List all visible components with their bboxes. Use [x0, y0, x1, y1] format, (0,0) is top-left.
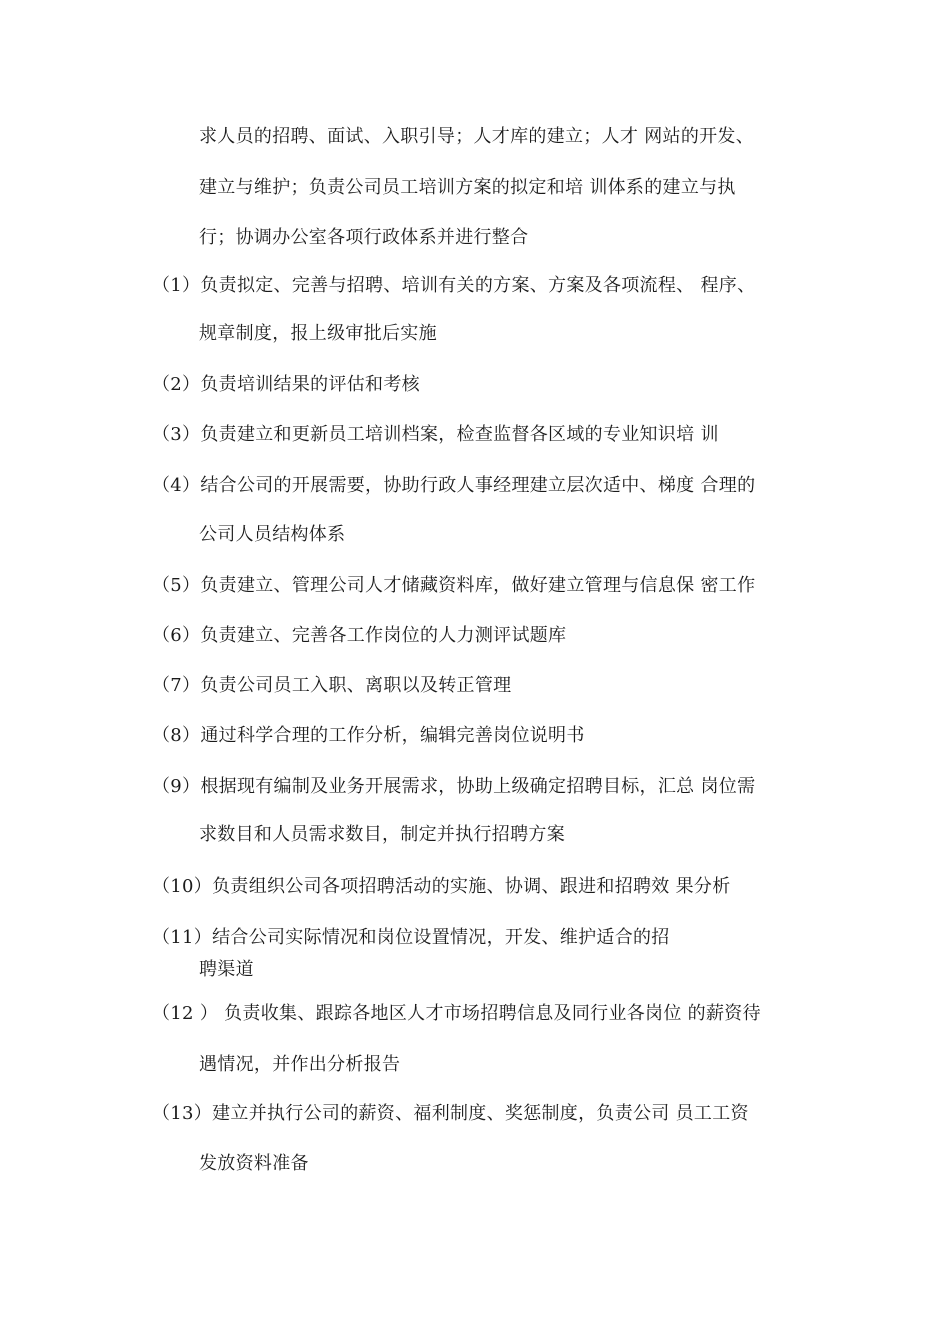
- list-item-7: （7）负责公司员工入职、离职以及转正管理: [152, 675, 512, 696]
- intro-line-1: 求人员的招聘、面试、入职引导；人才库的建立；人才 网站的开发、: [199, 126, 755, 147]
- list-item-3: （3）负责建立和更新员工培训档案，检查监督各区域的专业知识培 训: [152, 424, 719, 445]
- list-item-9-line-1: （9）根据现有编制及业务开展需求，协助上级确定招聘目标，汇总 岗位需: [152, 776, 756, 797]
- list-item-6: （6）负责建立、完善各工作岗位的人力测评试题库: [152, 625, 567, 646]
- list-item-11-line-1: （11）结合公司实际情况和岗位设置情况，开发、维护适合的招: [152, 927, 670, 948]
- list-item-10: （10）负责组织公司各项招聘活动的实施、协调、跟进和招聘效 果分析: [152, 876, 731, 897]
- list-item-12-line-1: （12 ） 负责收集、跟踪各地区人才市场招聘信息及同行业各岗位 的薪资待: [152, 1003, 761, 1024]
- list-item-9-line-2: 求数目和人员需求数目，制定并执行招聘方案: [199, 824, 565, 845]
- intro-line-2: 建立与维护；负责公司员工培训方案的拟定和培 训体系的建立与执: [199, 177, 736, 198]
- list-item-13-line-2: 发放资料准备: [199, 1153, 309, 1174]
- list-item-4-line-1: （4）结合公司的开展需要，协助行政人事经理建立层次适中、梯度 合理的: [152, 475, 756, 496]
- list-item-1-line-2: 规章制度，报上级审批后实施: [199, 323, 437, 344]
- list-item-8: （8）通过科学合理的工作分析，编辑完善岗位说明书: [152, 725, 585, 746]
- list-item-1-line-1: （1）负责拟定、完善与招聘、培训有关的方案、方案及各项流程、 程序、: [152, 275, 756, 296]
- list-item-4-line-2: 公司人员结构体系: [199, 524, 346, 545]
- list-item-5: （5）负责建立、管理公司人才储藏资料库，做好建立管理与信息保 密工作: [152, 575, 756, 596]
- list-item-11-line-2: 聘渠道: [199, 959, 254, 980]
- list-item-2: （2）负责培训结果的评估和考核: [152, 374, 420, 395]
- intro-line-3: 行；协调办公室各项行政体系并进行整合: [199, 227, 529, 248]
- list-item-12-line-2: 遇情况，并作出分析报告: [199, 1054, 401, 1075]
- list-item-13-line-1: （13）建立并执行公司的薪资、福利制度、奖惩制度，负责公司 员工工资: [152, 1103, 749, 1124]
